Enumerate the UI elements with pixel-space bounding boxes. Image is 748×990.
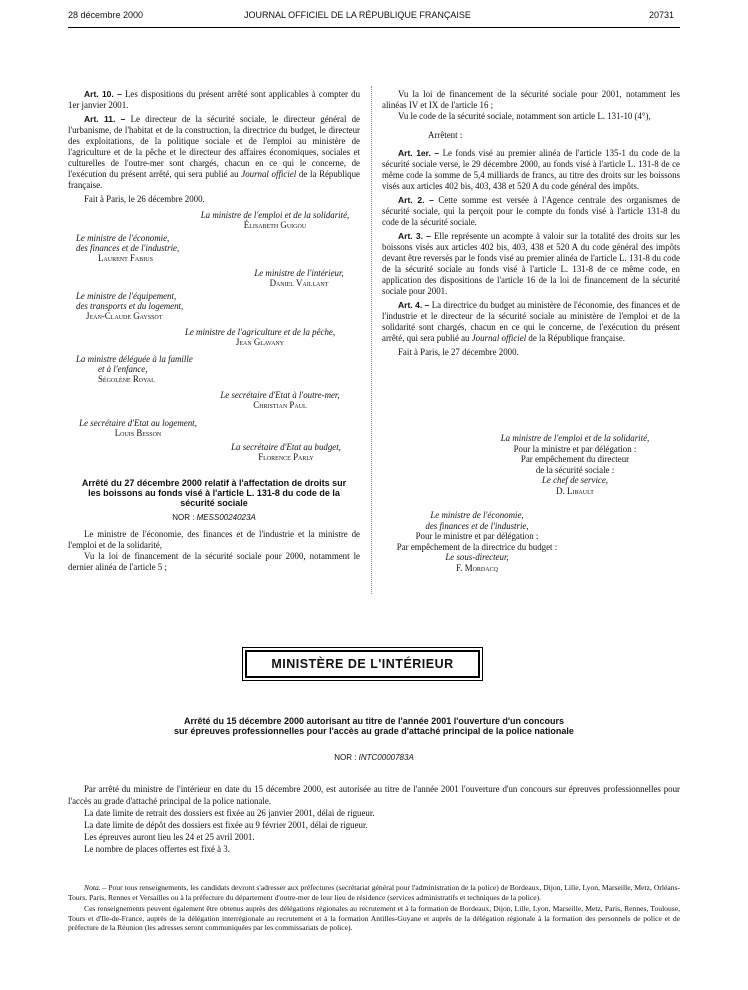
left-column (68, 89, 360, 205)
nota-section (68, 883, 680, 933)
nor-reference-2: NOR : INTC0000783A (334, 753, 414, 762)
preamble-ministres: Le ministre de l'économie, des finances et de l'industrie et la ministre de l'emploi et de la solidarité, (68, 529, 360, 550)
article-11: Art. 11. – Le directeur de la sécurité sociale, le directeur général de l'urbanisme, de l'habitat et de la construction, la directrice du budget, le directeur des exploitations, de la politique sociale et de l'emploi au ministère de l'agriculture et de la pêche et le directeur des affaires économiques, sociales et culturelles de l'outre-mer sont chargés, chacun en ce qui le concerne, de l'exécution du présent arrêté, qui sera publié au Journal officiel de la République française. (68, 114, 360, 190)
signature-mordacq: Le ministre de l'économie, des finances et de l'industrie, Pour le ministre et par délégation : Par empêchement de la directrice du budget : Le sous-directeur, F. Mordacq (396, 510, 558, 573)
article-10: Art. 10. – Les dispositions du présent arrêté sont applicables à compter du 1er janvier 2001. (68, 89, 361, 110)
article-2: Art. 2. – Cette somme est versée à l'Agence centrale des organismes de sécurité sociale, qui la perçoit pour le compte du fonds visé à l'article 131-8 du code de la sécurité sociale. (382, 195, 680, 227)
date-depot: La date limite de dépôt des dossiers est fixée au 9 février 2001, délai de rigueur. (84, 820, 368, 830)
signature-equipement: Le ministre de l'équipement, des transports et du logement, Jean-Claude Gayssot (76, 291, 184, 321)
visa-lfss-2000: Vu la loi de financement de la sécurité sociale pour 2000, notamment le dernier alinéa de l'article 5 ; (68, 551, 360, 572)
fait-a-paris: Fait à Paris, le 26 décembre 2000. (84, 194, 205, 204)
nombre-places: Le nombre de places offertes est fixé à 3. (84, 844, 230, 854)
signature-outre-mer: Le secrétaire d'Etat à l'outre-mer, Christian Paul (220, 390, 340, 410)
arrete-concours-title: Arrêté du 15 décembre 2000 autorisant au titre de l'année 2001 l'ouverture d'un concours sur épreuves professionnelles pour l'accès au grade d'attaché principal de la police nationale (174, 716, 574, 736)
header-date: 28 décembre 2000 (68, 10, 144, 20)
signature-interieur: Le ministre de l'intérieur, Daniel Vaillant (254, 268, 344, 288)
date-epreuves: Les épreuves auront lieu les 24 et 25 avril 2001. (84, 832, 255, 842)
article-1: Art. 1er. – Le fonds visé au premier alinéa de l'article 135-1 du code de la sécurité sociale verse, le 29 décembre 2000, au fonds visé à l'article L. 131-8 de ce même code la somme de 5,4 milliards de francs, au titre des droits sur les boissons visés aux articles 402 bis, 403, 438 et 520 A du code général des impôts. (382, 148, 681, 191)
page-number: 20731 (649, 10, 675, 20)
date-retrait: La date limite de retrait des dossiers est fixée au 26 janvier 2001, délai de rigueur. (84, 808, 375, 818)
nota-1: Nota. – Pour tous renseignements, les candidats devront s'adresser aux préfectures (secrétariat général pour l'administration de la police) de Bordeaux, Dijon, Lille, Lyon, Marseille, Metz, Orléans-Tours, Paris, Rennes et Versailles ou à la préfecture du département d'outre-mer de leur lieu de résidence (services administratifs et techniques de la police). (68, 883, 680, 902)
signature-economie: Le ministre de l'économie, des finances et de l'industrie, Laurent Fabius (76, 233, 180, 263)
concours-paragraph: Par arrêté du ministre de l'intérieur en date du 15 décembre 2000, est autorisée au titre de l'année 2001 l'ouverture d'un concours sur épreuves professionnelles pour l'accès au grade d'attaché principal de la police nationale. (68, 784, 680, 806)
right-column (382, 89, 680, 358)
article-3: Art. 3. – Elle représente un acompte à valoir sur la totalité des droits sur les boissons visés aux articles 402 bis, 403, 438 et 520 A du code général des impôts devant être reversés par le fonds visé au premier alinéa de l'article L. 131-8 du code de la sécurité sociale au fonds visé à l'article L. 131-8 de ce même code, en application des dispositions de l'article 16 de la loi de financement de la sécurité sociale pour 2001. (382, 231, 680, 296)
visa-code: Vu le code de la sécurité sociale, notamment son article L. 131-10 (4°), (398, 111, 651, 121)
nota-2: Ces renseignements peuvent également être obtenus auprès des délégations régionales au recrutement et à la formation de Bordeaux, Dijon, Lille, Lyon, Marseille, Metz, Paris, Rennes, Toulouse, Tours et d'Ile-de-France, auprès de la délégation interrégionale au recrutement et à la formation Antilles-Guyane et auprès de la délégation régionale à la formation des personnels de police et de préfecture de la Réunion (les adresses seront communiquées par les commissariats de police). (68, 904, 680, 932)
concours-body (68, 783, 680, 855)
fait-a-paris-2: Fait à Paris, le 27 décembre 2000. (398, 347, 519, 357)
signature-emploi: La ministre de l'emploi et de la solidarité, Élisabeth Guigou (200, 210, 350, 230)
signature-logement: Le secrétaire d'Etat au logement, Louis Besson (79, 418, 197, 438)
visa-lfss-2001: Vu la loi de financement de la sécurité sociale pour 2001, notamment les alinéas IV et IX de l'article 16 ; (382, 89, 680, 110)
article-4: Art. 4. – La directrice du budget au ministère de l'économie, des finances et de l'industrie et le directeur de la sécurité sociale au ministère de l'emploi et de la solidarité sont chargés, chacun en ce qui le concerne, de l'exécution du présent arrêté, qui sera publié au Journal officiel de la République française. (382, 300, 680, 343)
signature-agriculture: Le ministre de l'agriculture et de la pêche, Jean Glavany (184, 327, 336, 347)
signature-budget: La secrétaire d'Etat au budget, Florence Parly (231, 442, 341, 462)
nor-reference: NOR : MESS0024023A (172, 513, 256, 522)
column-divider (371, 86, 372, 594)
signature-famille: La ministre déléguée à la famille et à l'enfance, Ségolène Royal (76, 354, 193, 384)
signature-libault: La ministre de l'emploi et de la solidarité, Pour la ministre et par délégation : Par empêchement du directeur de la sécurité sociale : Le chef de service, D. Libault (500, 433, 650, 496)
ministry-heading: MINISTÈRE DE L'INTÉRIEUR (245, 650, 480, 678)
arretent: Arrêtent : (428, 130, 463, 140)
arrete-boissons (68, 478, 360, 573)
journal-title: JOURNAL OFFICIEL DE LA RÉPUBLIQUE FRANÇAISE (244, 10, 471, 20)
arrete-title: Arrêté du 27 décembre 2000 relatif à l'affectation de droits sur les boissons au fonds visé à l'article L. 131-8 du code de la sécurité sociale (81, 478, 347, 508)
header-rule (68, 27, 680, 28)
